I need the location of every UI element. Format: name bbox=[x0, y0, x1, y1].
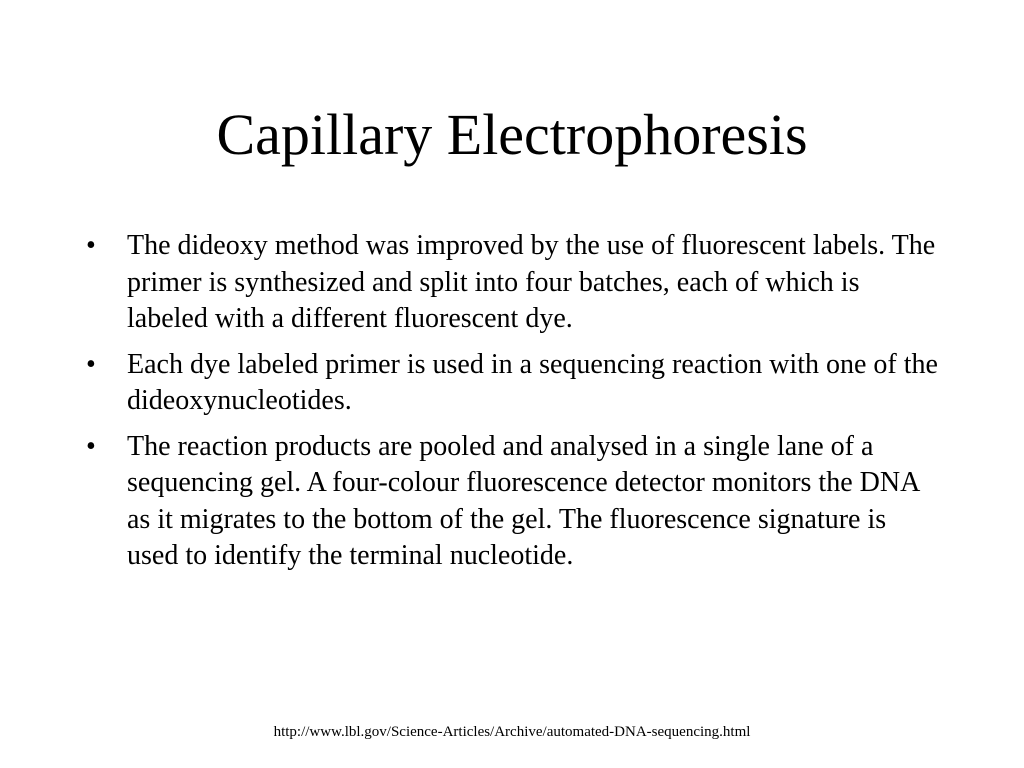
bullet-text: The reaction products are pooled and analysed in a single lane of a sequencing gel. A four-colour fluorescence detector monitors the DNA as it migrates to the bottom of the gel. The fluorescence signature is used to identify the terminal nucleotide. bbox=[127, 430, 919, 571]
bullet-text: The dideoxy method was improved by the use of fluorescent labels. The primer is synthesized and split into four batches, each of which is labeled with a different fluorescent dye. bbox=[127, 230, 936, 334]
bullet-text: Each dye labeled primer is used in a sequencing reaction with one of the dideoxynucleotides. bbox=[127, 348, 938, 416]
bullet-item bbox=[82, 429, 942, 575]
bullet-item bbox=[82, 347, 942, 420]
bullet-marker-icon: • bbox=[86, 230, 96, 261]
bullet-marker-icon: • bbox=[86, 430, 96, 462]
bullet-item bbox=[82, 228, 942, 338]
bullet-list bbox=[82, 228, 942, 584]
source-url: http://www.lbl.gov/Science-Articles/Archive/automated-DNA-sequencing.html bbox=[273, 724, 751, 740]
slide-title: Capillary Electrophoresis bbox=[216, 102, 808, 167]
bullet-marker-icon: • bbox=[86, 348, 96, 380]
